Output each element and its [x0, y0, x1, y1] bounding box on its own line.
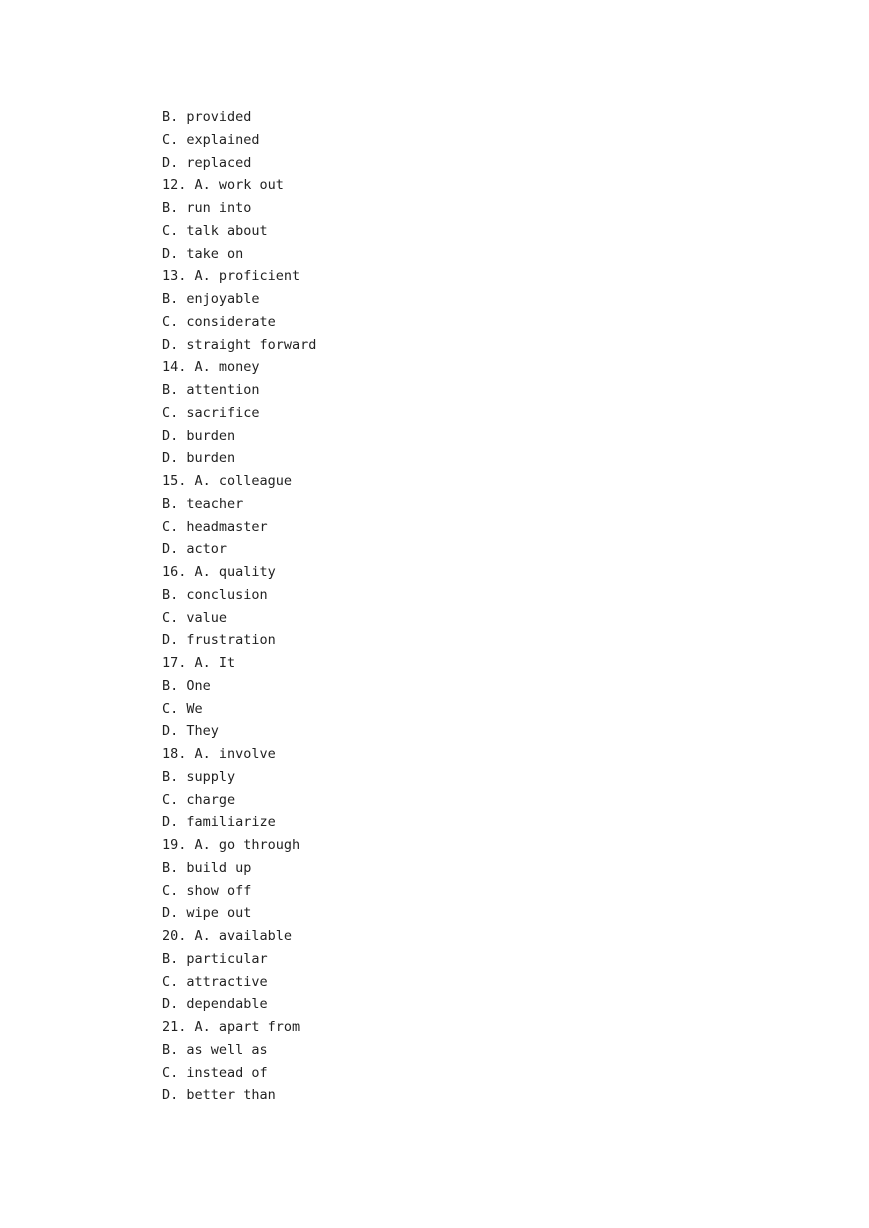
question-line: 15. A. colleague	[162, 473, 293, 489]
option-line: C. headmaster	[162, 518, 268, 535]
option-line: D. burden	[162, 427, 236, 444]
option-line: D. take on	[162, 245, 244, 262]
option-line: D. wipe out	[162, 905, 252, 922]
question-line: 18. A. involve	[162, 746, 276, 762]
option-line: B. provided	[162, 109, 252, 125]
option-line: D. dependable	[162, 996, 268, 1013]
question-line: 13. A. proficient	[162, 268, 301, 285]
question-line: 17. A. It	[162, 655, 236, 671]
option-line: C. charge	[162, 791, 236, 808]
question-line: 16. A. quality	[162, 564, 276, 580]
option-line: B. teacher	[162, 495, 244, 512]
option-line: B. attention	[162, 382, 260, 398]
option-line: B. as well as	[162, 1041, 268, 1058]
option-line: C. considerate	[162, 313, 276, 330]
option-line: B. particular	[162, 950, 268, 967]
question-line: 14. A. money	[162, 359, 260, 376]
option-line: D. burden	[162, 450, 236, 467]
option-line: B. supply	[162, 768, 236, 785]
option-line: C. We	[162, 700, 203, 717]
option-line: C. explained	[162, 131, 260, 148]
option-line: C. attractive	[162, 973, 268, 990]
question-line: 19. A. go through	[162, 837, 301, 853]
option-line: D. familiarize	[162, 814, 276, 831]
option-line: C. value	[162, 609, 228, 626]
option-line: D. frustration	[162, 632, 276, 649]
option-line: D. They	[162, 723, 219, 740]
question-line: 21. A. apart from	[162, 1019, 301, 1035]
option-line: B. One	[162, 677, 211, 694]
option-line: B. run into	[162, 200, 252, 216]
option-line: B. enjoyable	[162, 291, 260, 307]
answer-options-list	[162, 106, 316, 1107]
option-line: D. straight forward	[162, 336, 317, 353]
option-line: D. better than	[162, 1087, 276, 1104]
option-line: B. conclusion	[162, 586, 268, 603]
option-line: C. instead of	[162, 1064, 268, 1081]
question-line: 20. A. available	[162, 928, 293, 944]
option-line: C. show off	[162, 882, 252, 899]
option-line: D. actor	[162, 541, 228, 558]
option-line: C. sacrifice	[162, 404, 260, 421]
option-line: B. build up	[162, 859, 252, 876]
option-line: D. replaced	[162, 154, 252, 171]
option-line: C. talk about	[162, 222, 268, 239]
question-line: 12. A. work out	[162, 177, 284, 194]
